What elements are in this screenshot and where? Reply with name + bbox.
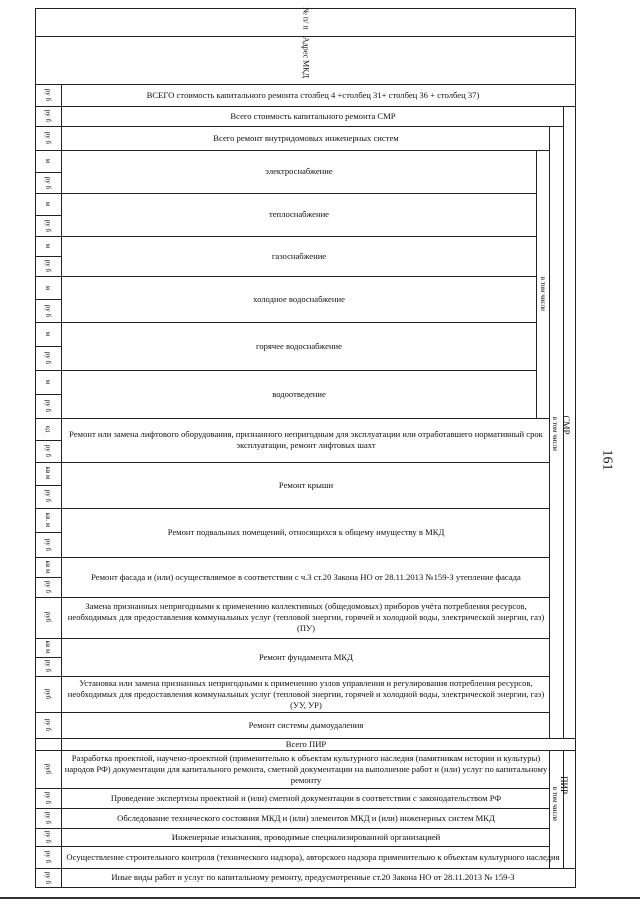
smr-sub-label: в том числе [551, 416, 559, 452]
unit-label: м [44, 331, 52, 337]
unit-label: ру б [44, 659, 52, 673]
pir-group-label: ПИР [559, 775, 569, 794]
unit-label: ру б [44, 259, 52, 273]
row-total-pir: Всего ПИР [285, 738, 327, 749]
row-basement: Ремонт подвальных помещений, относящихся к общему имуществу в МКД [167, 527, 445, 537]
unit-label: кв м [44, 560, 52, 574]
unit-label: ру б [44, 538, 52, 552]
row-other-works: Иные виды работ и услуг по капитальному ремонту, предусмотренные ст.20 Закона НО от 28.11.2013 № 159-З [111, 872, 515, 882]
row-smoke-system: Ремонт системы дымоудаления [248, 719, 364, 730]
unit-label: ру б [44, 88, 52, 102]
frame-bottom [35, 887, 576, 888]
unit-label: м [44, 201, 52, 207]
unit-label: ру б [44, 399, 52, 413]
unit-label: ру б [44, 351, 52, 365]
unit-label: ру б [44, 718, 52, 732]
row-roof: Ремонт крыши [278, 479, 334, 490]
row-total-cost: ВСЕГО стоимость капитального ремонта столбец 4 +столбец 31+ столбец 36 + столбец 37) [146, 89, 480, 100]
unit-label: кв м [44, 640, 52, 654]
unit-label: ру б [44, 109, 52, 123]
smr-group-label: СМР [561, 415, 571, 435]
row-construction-control: Осуществление строительного контроля (технического надзора), авторского надзора применительно к объектам культурного наследия [66, 851, 560, 862]
unit-label: ру б [44, 131, 52, 145]
address-col-header: Адрес МКД [301, 36, 311, 78]
unit-label: м [44, 158, 52, 164]
unit-label: ру б [44, 791, 52, 805]
row-meters: Замена признанных непригодными к применению коллективных (общедомовых) приборов учёта потребления ресурсов, необходимых для предоставления коммунальных услуг (тепловой энергии, горячей и холодной воды, электрической энергии, газ) (ПУ) [67, 601, 545, 633]
pir-sub-label: в том числе [551, 786, 559, 822]
unit-label: руб [44, 611, 52, 623]
unit-label: руб [44, 763, 52, 775]
scan-edge [0, 897, 640, 899]
unit-label: кв м [44, 466, 52, 480]
row-gas: газоснабжение [271, 250, 327, 261]
frame-left [35, 8, 36, 888]
row-cold-water: холодное водоснабжение [253, 293, 345, 304]
unit-label: ру б [44, 489, 52, 503]
row-design-docs: Разработка проектной, научено-проектной (применительно к объектам культурного наследия (памятникам истории и культуры) народов РФ) документации для капитального ремонта, сметной документации на выполнение работ и (или) услуг по капитальному ремонту [64, 752, 548, 785]
row-facade: Ремонт фасада и (или) осуществляемое в соответствии с ч.3 ст.20 Закона НО от 28.11.2013 №159-З утепление фасада [91, 571, 521, 582]
row-foundation: Ремонт фундамента МКД [258, 651, 354, 662]
row-heating: теплоснабжение [268, 209, 329, 219]
unit-label: ру б [44, 219, 52, 233]
engineering-sub-line [536, 150, 537, 418]
page-number: 161 [599, 449, 615, 471]
row-inspection: Обследование технического состояния МКД и (или) элементов МКД и (или) инженерных систем МКД [117, 812, 495, 823]
unit-label: м [44, 379, 52, 385]
unit-label: ру б [44, 811, 52, 825]
unit-label: ру б [44, 871, 52, 885]
unit-label: ру б [44, 830, 52, 844]
unit-label: ру б [44, 580, 52, 594]
row-elevator: Ремонт или замена лифтового оборудования, признанного непригодным для эксплуатации или отработавшего нормативный срок эксплуатации, ремонт лифтовых шахт [69, 429, 543, 450]
unit-label: ру б [44, 176, 52, 190]
unit-label: м [44, 243, 52, 249]
number-col-header: № п/ п [301, 7, 311, 30]
row-engineering-surveys: Инженерные изыскания, проводимые специализированной организацией [171, 831, 441, 842]
unit-label: ед [44, 425, 52, 433]
unit-label: ру б [44, 304, 52, 318]
unit-label: м [44, 285, 52, 291]
row-sewage: водоотведение [272, 388, 326, 399]
unit-label: кв. м [44, 512, 52, 528]
frame-right [575, 8, 576, 888]
unit-label: ру б [44, 444, 52, 458]
row-electricity: электроснабжение [265, 166, 333, 176]
row-total-smr: Всего стоимость капитального ремонта СМР [230, 110, 396, 121]
unit-label: ру б [44, 850, 52, 864]
row-expertise: Проведение экспертизы проектной и (или) сметной документации в соответствии с законодательством РФ [110, 792, 502, 803]
row-hot-water: горячее водоснабжение [256, 340, 342, 351]
row-engineering-total: Всего ремонт внутридомовых инженерных систем [213, 132, 399, 143]
engineering-sub-label: в том числе [539, 276, 547, 312]
row-control-units: Установка или замена признанных непригодными к применению узлов управления и регулирования потребления ресурсов, необходимых для предоставления коммунальных услуг (тепловой энергии, горячей и холодной воды, электрической энергии, газ) (УУ, УР) [67, 677, 545, 710]
unit-label: руб [44, 688, 52, 700]
